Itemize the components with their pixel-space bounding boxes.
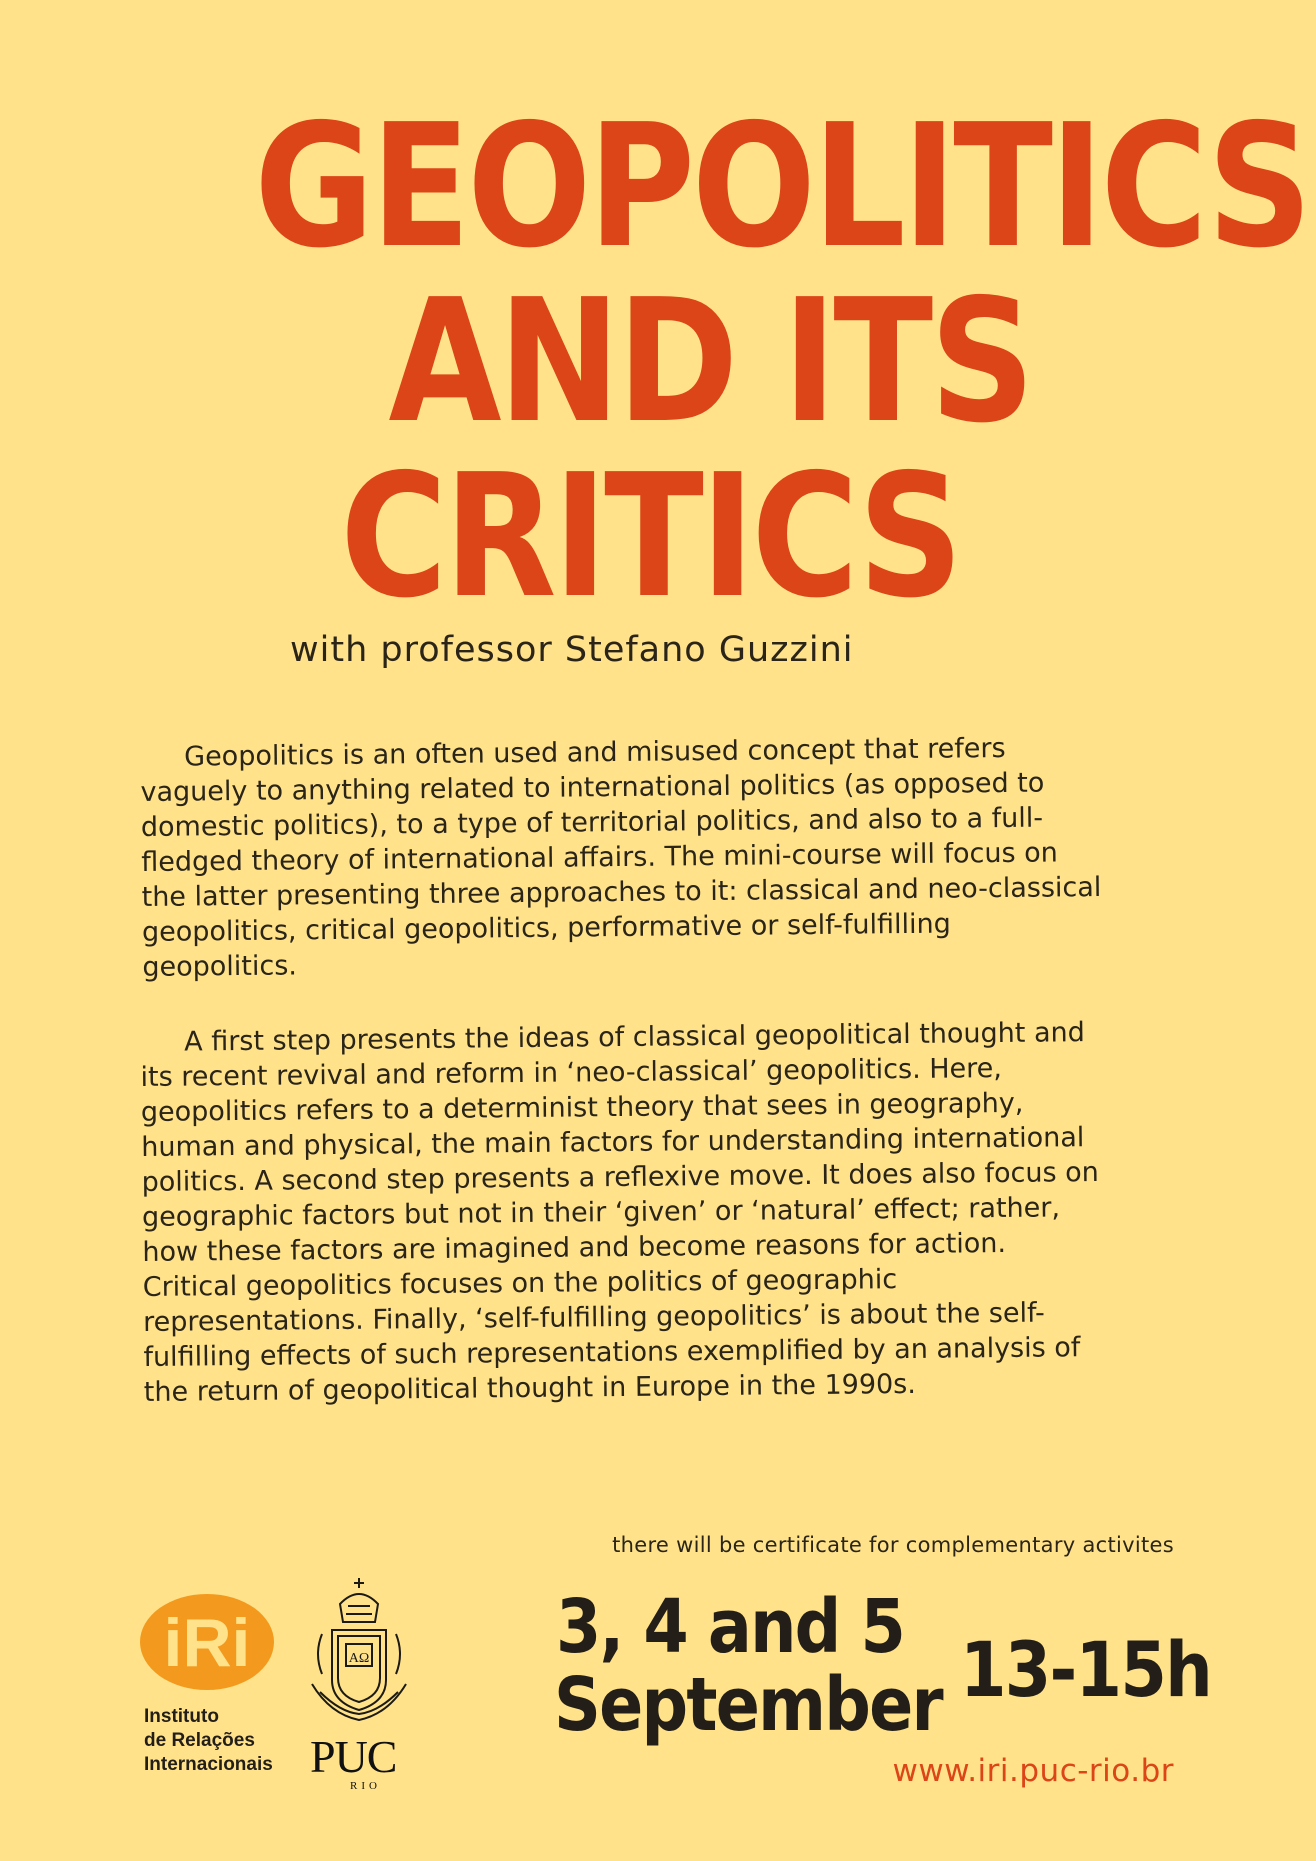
- description-paragraph-2: [140, 1015, 1104, 1410]
- title-line-2: AND ITS: [388, 263, 1032, 461]
- iri-caption-line-2: de Relações: [144, 1730, 255, 1751]
- iri-caption-line-1: Instituto: [144, 1706, 219, 1727]
- website-link[interactable]: www.iri.puc-rio.br: [892, 1753, 1174, 1789]
- paragraph-1-text: Geopolitics is an often used and misused concept that refers vaguely to anything related to international politics (as opposed to domestic politics), to a type of territorial politics, and also to a full-fledged theory of international affairs. The mini-course will focus on the latter presenting three approaches to it: classical and neo-classical geopolitics, critical geopolitics, performative or self-fulfilling geopolitics.: [140, 732, 1102, 983]
- dates-line-1: 3, 4 and 5: [555, 1584, 905, 1670]
- title-line-3: CRITICS: [340, 438, 960, 636]
- puc-crest-icon: [300, 1574, 418, 1734]
- course-dates: [530, 1584, 942, 1748]
- iri-logo-icon: [138, 1592, 276, 1692]
- puc-sub: RIO: [350, 1780, 381, 1792]
- crest-letters: ΑΩ: [348, 1651, 370, 1666]
- course-time: 13-15h: [960, 1625, 1211, 1714]
- poster-title: [180, 88, 1309, 636]
- iri-caption-line-3: Internacionais: [144, 1754, 273, 1775]
- title-line-1: GEOPOLITICS: [254, 88, 1309, 286]
- iri-logo-text: iRi: [163, 1605, 251, 1681]
- paragraph-2-text: A first step presents the ideas of classical geopolitical thought and its recent revival and reform in ‘neo-classical’ geopolitics. Here, geopolitics refers to a determinist theory that sees in geography, human and physical, the main factors for understanding international politics. A second step presents a reflexive move. It does also focus on geographic factors but not in their ‘given’ or ‘natural’ effect; rather, how these factors are imagined and become reasons for action. Critical geopolitics focuses on the politics of geographic representations. Finally, ‘self-fulfilling geopolitics’ is about the self-fulfilling effects of such representations exemplified by an analysis of the return of geopolitical thought in Europe in the 1990s.: [140, 1017, 1099, 1408]
- iri-caption: [144, 1705, 273, 1777]
- professor-subtitle: with professor Stefano Guzzini: [290, 630, 854, 670]
- dates-line-2: September: [554, 1662, 942, 1748]
- description-paragraph-1: [140, 730, 1103, 985]
- certificate-note: there will be certificate for complementary activites: [612, 1533, 1174, 1557]
- puc-name: PUC: [310, 1731, 397, 1782]
